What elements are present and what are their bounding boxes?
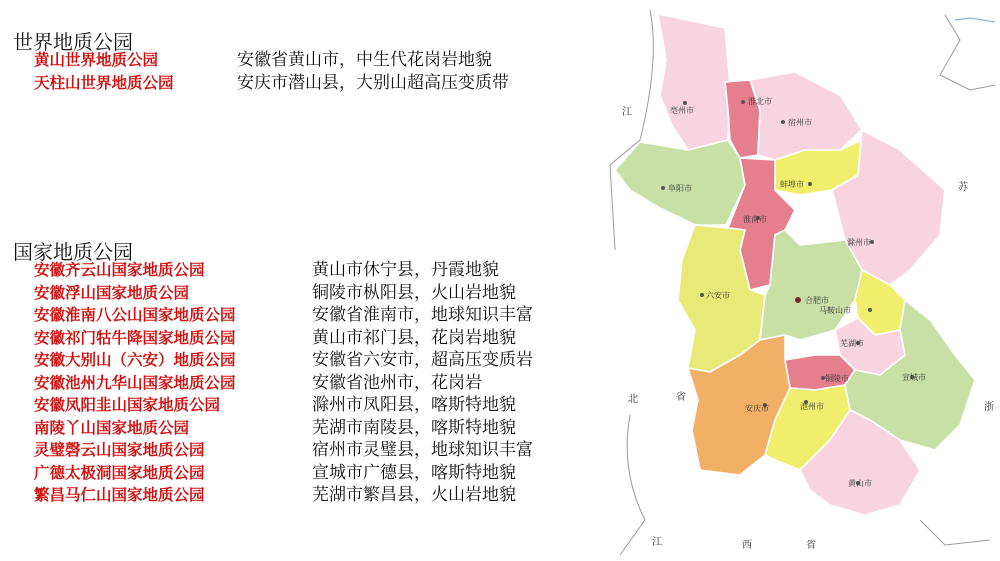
geopark-description: 宿州市灵璧县，地球知识丰富 [312, 440, 533, 460]
geopark-name: 安徽浮山国家地质公园 [34, 282, 190, 302]
label-bei: 北 [628, 394, 638, 405]
geopark-row [34, 372, 580, 394]
label-hefei: 合肥市 [805, 296, 829, 305]
label-tongling: 铜陵市 [825, 374, 849, 383]
label-luan: 六安市 [706, 291, 730, 300]
geopark-description: 黄山市休宁县，丹霞地貌 [312, 260, 499, 280]
geopark-description: 芜湖市繁昌县，火山岩地貌 [312, 485, 516, 505]
geopark-description: 黄山市祁门县，花岗岩地貌 [312, 327, 516, 348]
geopark-description: 铜陵市枞阳县，火山岩地貌 [312, 282, 516, 303]
geopark-description: 安徽省六安市，超高压变质岩 [312, 350, 533, 370]
geopark-row [34, 304, 580, 326]
river-northeast [955, 18, 995, 22]
label-suzhou: 宿州市 [788, 118, 812, 127]
geopark-description: 安徽省淮南市，地球知识丰富 [312, 305, 533, 325]
geopark-description: 芜湖市南陵县，喀斯特地貌 [312, 417, 516, 438]
national-geopark-title: 国家地质公园 [13, 240, 133, 264]
geopark-name: 广德太极洞国家地质公园 [34, 462, 205, 482]
neighbor-border-southwest [620, 415, 645, 555]
neighbor-border-west [610, 10, 653, 250]
label-chizhou: 池州市 [800, 402, 824, 411]
label-anqing: 安庆市 [745, 404, 769, 413]
geopark-row [34, 349, 580, 371]
geopark-name: 天柱山世界地质公园 [34, 72, 174, 92]
geopark-row [34, 72, 580, 94]
geopark-name: 繁昌马仁山国家地质公园 [34, 485, 205, 504]
label-sheng-bottom: 省 [806, 540, 816, 551]
geopark-row [34, 439, 580, 461]
geopark-name: 灵璧磬云山国家地质公园 [34, 440, 205, 459]
label-xi: 西 [742, 540, 752, 551]
geopark-name: 安徽池州九华山国家地质公园 [34, 372, 236, 392]
label-bengbu: 蚌埠市 [780, 180, 804, 189]
label-huangshan: 黄山市 [848, 479, 872, 488]
region-fuyang [615, 140, 745, 225]
geopark-row [34, 417, 580, 439]
label-bozhou: 亳州市 [670, 106, 694, 115]
geopark-row [34, 259, 580, 281]
geopark-description: 宣城市广德县，喀斯特地貌 [312, 462, 516, 483]
geopark-description: 安徽省池州市，花岗岩 [312, 372, 482, 393]
geopark-description: 安庆市潜山县，大别山超高压变质带 [237, 72, 509, 93]
geopark-name: 南陵丫山国家地质公园 [34, 417, 190, 437]
label-huainan: 淮南市 [743, 215, 767, 224]
region-bozhou [658, 14, 730, 150]
neighbor-border-northeast [940, 15, 995, 90]
label-maanshan: 马鞍山市 [819, 306, 851, 315]
label-jiang-bottom: 江 [652, 537, 662, 548]
geopark-row [34, 462, 580, 484]
geopark-name: 安徽凤阳韭山国家地质公园 [34, 395, 221, 414]
label-xuancheng: 宣城市 [902, 373, 926, 382]
label-chuzhou: 滁州市 [847, 238, 871, 247]
label-sheng-left: 省 [676, 392, 686, 403]
anhui-map [600, 0, 1000, 561]
geopark-row [34, 49, 580, 71]
geopark-description: 滁州市凤阳县，喀斯特地貌 [312, 395, 516, 415]
geopark-row [34, 394, 580, 416]
label-huaibei: 淮北市 [748, 97, 772, 106]
neighbor-border-southeast [920, 520, 990, 545]
label-wuhu: 芜湖市 [840, 339, 864, 348]
geopark-name: 安徽祁门牯牛降国家地质公园 [34, 327, 236, 347]
label-fuyang: 阜阳市 [668, 184, 692, 193]
geopark-row [34, 282, 580, 304]
geopark-name: 黄山世界地质公园 [34, 50, 159, 69]
geopark-name: 安徽淮南八公山国家地质公园 [34, 305, 236, 324]
geopark-row [34, 327, 580, 349]
geopark-row [34, 484, 580, 506]
label-jiang-left: 江 [622, 107, 632, 118]
geopark-name: 安徽齐云山国家地质公园 [34, 260, 205, 279]
geopark-description: 安徽省黄山市，中生代花岗岩地貌 [237, 50, 492, 70]
world-geopark-title: 世界地质公园 [13, 30, 133, 54]
label-su: 苏 [958, 182, 968, 193]
geopark-name: 安徽大别山（六安）地质公园 [34, 350, 236, 369]
label-zhe: 浙 [984, 402, 994, 413]
